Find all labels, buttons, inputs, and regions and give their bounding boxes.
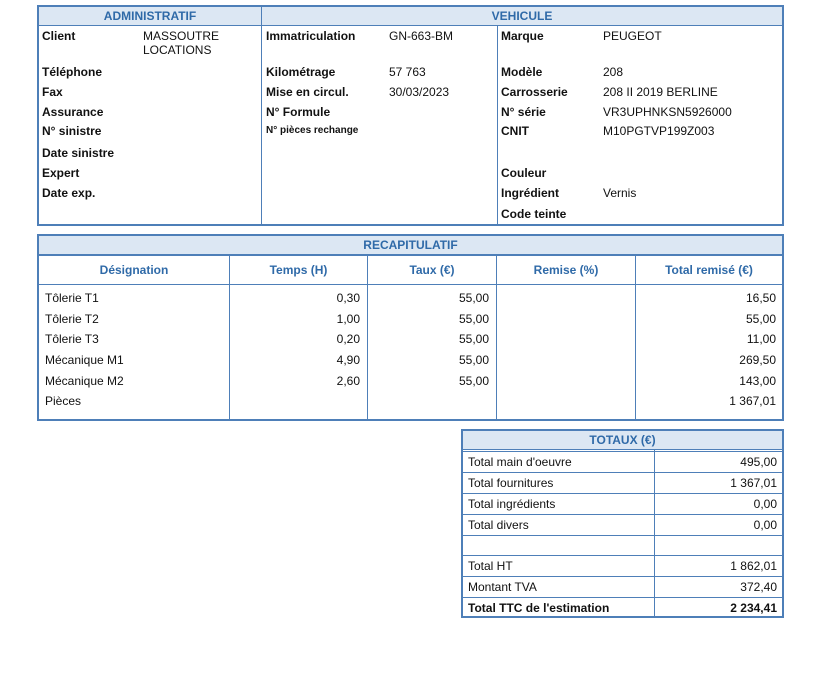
ingredient-label: Ingrédient [501, 186, 560, 200]
marque-value: PEUGEOT [603, 29, 662, 43]
sinistre-number-label: N° sinistre [42, 124, 102, 138]
modele-value: 208 [603, 65, 624, 79]
info-block [37, 5, 784, 226]
totaux-label: Total HT [468, 559, 513, 573]
modele-label: Modèle [501, 65, 543, 79]
totaux-value: 2 234,41 [730, 601, 777, 615]
totaux-row [463, 514, 782, 536]
totaux-value: 1 367,01 [730, 476, 777, 490]
totaux-row [463, 597, 782, 619]
kilometrage-value: 57 763 [389, 65, 426, 79]
totaux-label: Total ingrédients [468, 497, 556, 511]
code-teinte-label: Code teinte [501, 207, 567, 221]
total-cell: 55,00 [745, 312, 776, 326]
cnit-label: CNIT [501, 124, 529, 138]
total-cell: 11,00 [746, 332, 776, 346]
totaux-row [463, 493, 782, 515]
divider [39, 25, 782, 26]
totaux-value: 495,00 [740, 455, 777, 469]
taux-cell: 55,00 [458, 374, 489, 388]
fax-label: Fax [42, 85, 63, 99]
total-cell: 16,50 [745, 291, 776, 305]
totaux-value: 372,40 [740, 580, 777, 594]
client-value: MASSOUTRE LOCATIONS [143, 29, 220, 57]
taux-cell: 55,00 [458, 312, 489, 326]
immatriculation-value: GN-663-BM [389, 29, 454, 43]
taux-cell: 55,00 [458, 291, 489, 305]
designation-cell: Tôlerie T3 [45, 332, 99, 346]
totaux-value: 0,00 [753, 518, 777, 532]
totaux-label: Total divers [468, 518, 529, 532]
totaux-spacer [463, 535, 782, 556]
temps-cell: 1,00 [336, 312, 360, 326]
sinistre-date-label: Date sinistre [42, 146, 115, 160]
cnit-value: M10PGTVP199Z003 [603, 124, 715, 138]
total-cell: 1 367,01 [729, 394, 776, 408]
totaux-row [463, 451, 782, 473]
carrosserie-value: 208 II 2019 BERLINE [603, 85, 718, 99]
date-exp-label: Date exp. [42, 186, 96, 200]
totaux-header: TOTAUX (€) [463, 431, 782, 450]
pieces-rechange-label: N° pièces rechange [266, 125, 359, 136]
temps-cell: 0,20 [336, 332, 360, 346]
totaux-label: Total fournitures [468, 476, 554, 490]
totaux-label: Total TTC de l'estimation [468, 601, 610, 615]
couleur-label: Couleur [501, 166, 547, 180]
totaux-value: 0,00 [753, 497, 777, 511]
expert-label: Expert [42, 166, 80, 180]
ingredient-value: Vernis [603, 186, 637, 200]
temps-cell: 2,60 [336, 374, 360, 388]
recap-header: RECAPITULATIF [39, 236, 782, 255]
totaux-table [461, 429, 784, 618]
divider [497, 25, 498, 224]
assurance-label: Assurance [42, 105, 104, 119]
column-header-total: Total remisé (€) [665, 263, 753, 277]
taux-cell: 55,00 [458, 332, 489, 346]
column-header-temps: Temps (H) [269, 263, 328, 277]
carrosserie-label: Carrosserie [501, 85, 568, 99]
recap-table [37, 234, 784, 421]
designation-cell: Tôlerie T1 [45, 291, 99, 305]
totaux-label: Montant TVA [468, 580, 537, 594]
designation-cell: Pièces [45, 394, 82, 408]
serie-value: VR3UPHNKSN5926000 [603, 105, 732, 119]
temps-cell: 0,30 [336, 291, 360, 305]
taux-cell: 55,00 [458, 353, 489, 367]
immatriculation-label: Immatriculation [266, 29, 356, 43]
kilometrage-label: Kilométrage [266, 65, 336, 79]
telephone-label: Téléphone [42, 65, 103, 79]
designation-cell: Tôlerie T2 [45, 312, 99, 326]
totaux-row [463, 576, 782, 598]
designation-cell: Mécanique M1 [45, 353, 124, 367]
column-header-designation: Désignation [99, 263, 169, 277]
total-cell: 269,50 [739, 353, 776, 367]
totaux-row [463, 555, 782, 577]
divider [261, 7, 262, 224]
column-header-taux: Taux (€) [409, 263, 455, 277]
mise-en-circulation-label: Mise en circul. [266, 85, 349, 99]
totaux-value: 1 862,01 [730, 559, 777, 573]
vehicule-header: VEHICULE [262, 7, 782, 26]
serie-label: N° série [501, 105, 546, 119]
designation-cell: Mécanique M2 [45, 374, 124, 388]
column-header-remise: Remise (%) [533, 263, 599, 277]
totaux-row [463, 472, 782, 494]
divider [39, 284, 782, 285]
temps-cell: 4,90 [336, 353, 360, 367]
formule-number-label: N° Formule [266, 105, 331, 119]
client-label: Client [42, 29, 76, 43]
mise-en-circulation-value: 30/03/2023 [389, 85, 450, 99]
total-cell: 143,00 [739, 374, 776, 388]
marque-label: Marque [501, 29, 544, 43]
totaux-label: Total main d'oeuvre [468, 455, 572, 469]
administratif-header: ADMINISTRATIF [39, 7, 261, 26]
